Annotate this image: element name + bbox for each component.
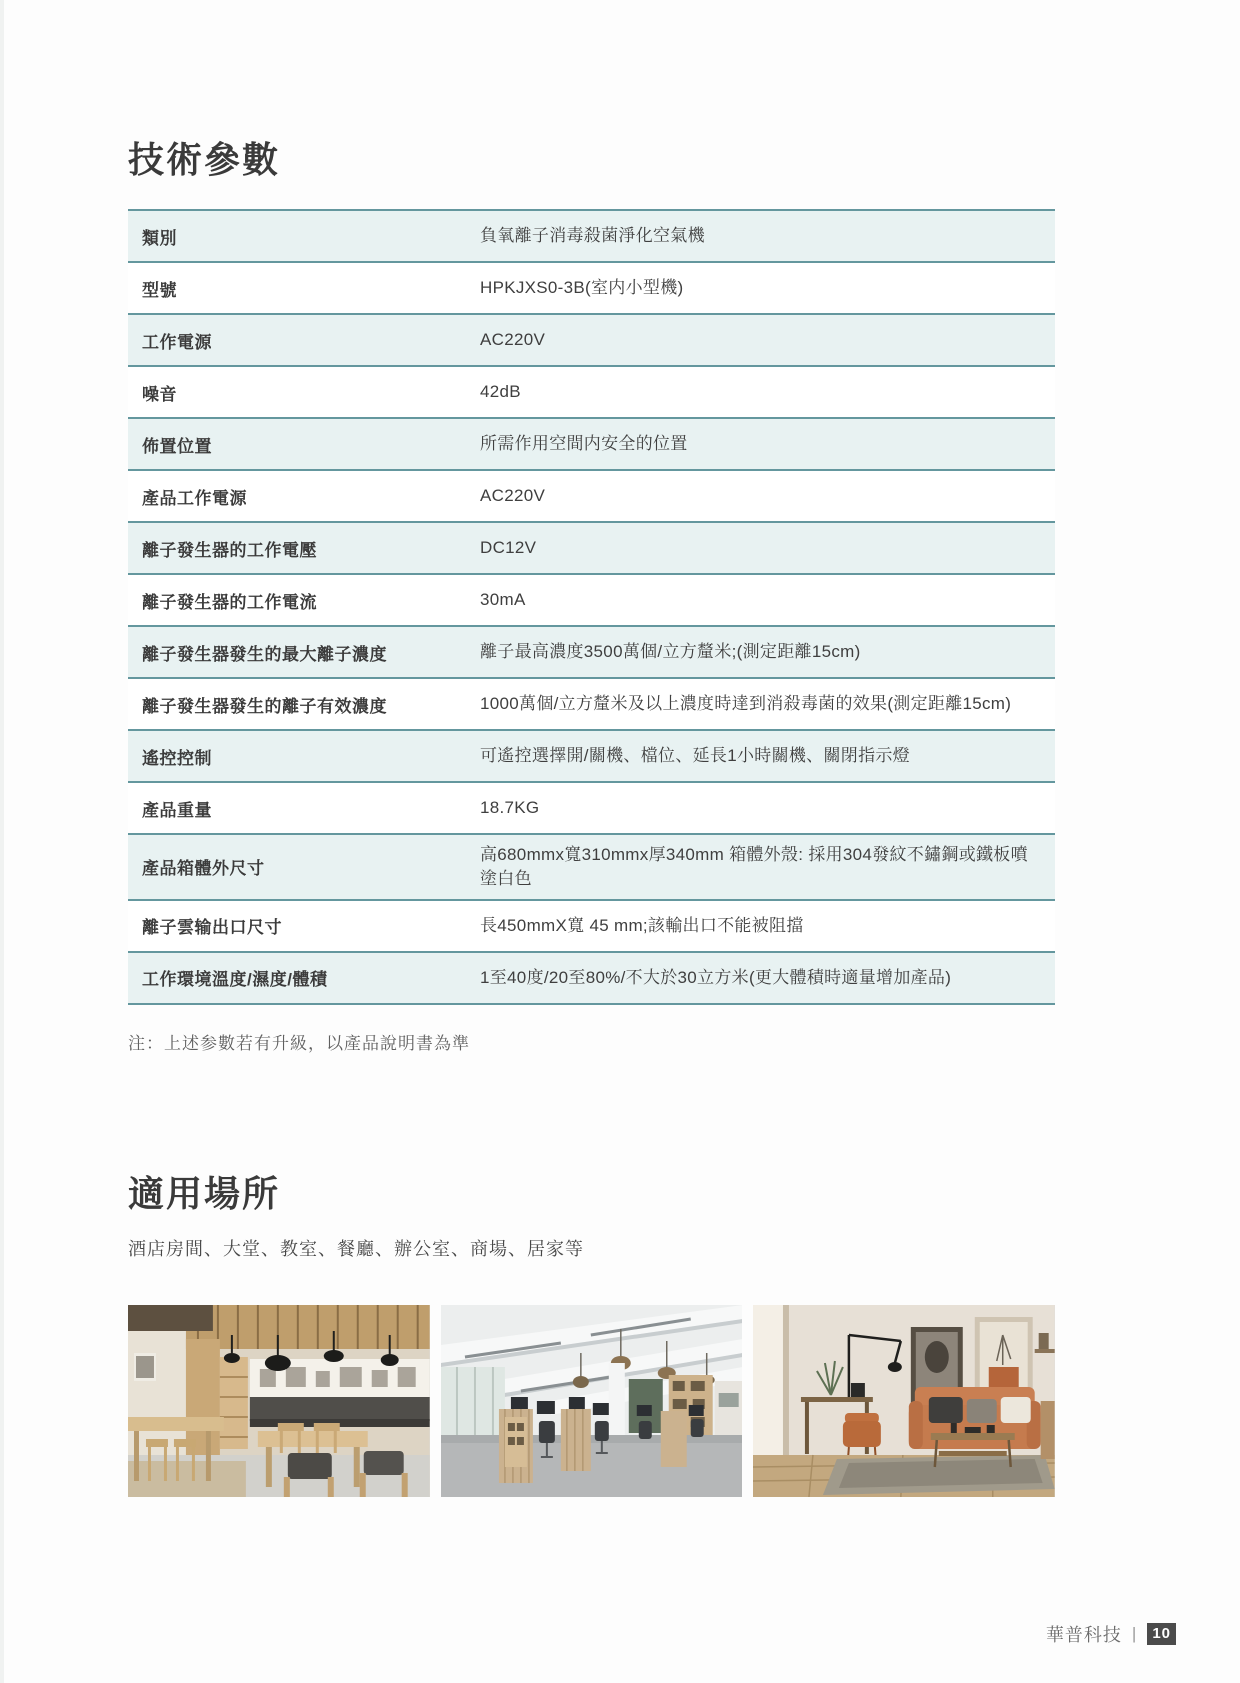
spec-value: 所需作用空間内安全的位置 xyxy=(480,434,688,454)
spec-label: 遙控控制 xyxy=(142,748,212,768)
table-row xyxy=(128,471,1055,523)
open-office-photo xyxy=(441,1305,743,1497)
table-row xyxy=(128,263,1055,315)
spec-label: 工作電源 xyxy=(142,332,212,352)
table-row xyxy=(128,367,1055,419)
restaurant-photo-illustration xyxy=(128,1305,430,1497)
spec-value: DC12V xyxy=(480,538,537,558)
spec-label: 產品工作電源 xyxy=(142,488,247,508)
spec-label: 類別 xyxy=(142,228,177,248)
section-title-tech-params: 技術參數 xyxy=(128,139,281,180)
spec-table xyxy=(128,209,1055,1005)
spec-value: 30mA xyxy=(480,590,526,610)
spec-value: 高680mmx寬310mmx厚340mm 箱體外殼: 採用304發紋不鏽鋼或鐵板噴塗白色 xyxy=(480,845,1028,888)
spec-label: 產品箱體外尺寸 xyxy=(142,859,265,879)
restaurant-interior-photo xyxy=(128,1305,430,1497)
table-note: 注：上述参數若有升級，以產品說明書為準 xyxy=(128,1033,470,1053)
office-photo-illustration xyxy=(441,1305,743,1497)
section-title-applicable-places: 適用場所 xyxy=(128,1172,281,1214)
spec-label: 佈置位置 xyxy=(142,436,212,456)
table-row xyxy=(128,731,1055,783)
spec-label: 噪音 xyxy=(142,384,177,404)
table-row xyxy=(128,211,1055,263)
living-room-photo-illustration xyxy=(753,1305,1055,1497)
table-row xyxy=(128,835,1055,901)
spec-value: 42dB xyxy=(480,382,521,402)
spec-label: 離子發生器發生的最大離子濃度 xyxy=(142,644,387,664)
table-row xyxy=(128,419,1055,471)
spec-label: 工作環境溫度/濕度/體積 xyxy=(142,970,328,990)
spec-value: AC220V xyxy=(480,330,546,350)
applicable-places-list: 酒店房間、大堂、教室、餐廳、辦公室、商場、居家等 xyxy=(128,1238,584,1259)
page-number-badge: 10 xyxy=(1147,1623,1176,1645)
living-room-photo xyxy=(753,1305,1055,1497)
spec-label: 離子發生器發生的離子有效濃度 xyxy=(142,696,387,716)
table-row xyxy=(128,901,1055,953)
table-row xyxy=(128,679,1055,731)
spec-value: 負氧離子消毒殺菌淨化空氣機 xyxy=(480,226,705,246)
page-edge-strip xyxy=(0,0,4,1683)
table-row xyxy=(128,627,1055,679)
spec-value: 18.7KG xyxy=(480,798,540,818)
spec-value: 1至40度/20至80%/不大於30立方米(更大體積時適量增加產品) xyxy=(480,967,952,987)
spec-value: 離子最高濃度3500萬個/立方釐米;(測定距離15cm) xyxy=(480,642,861,662)
spec-label: 產品重量 xyxy=(142,800,212,820)
table-row xyxy=(128,315,1055,367)
table-row xyxy=(128,953,1055,1005)
spec-value: 可遙控選擇開/關機、檔位、延長1小時關機、關閉指示燈 xyxy=(480,746,910,766)
spec-label: 離子發生器的工作電流 xyxy=(142,592,317,612)
page-content xyxy=(128,138,1055,1497)
brand-name: 華普科技 xyxy=(1045,1625,1122,1645)
footer-separator: | xyxy=(1131,1624,1138,1643)
page-footer xyxy=(1046,1621,1176,1647)
spec-value: AC220V xyxy=(480,486,546,506)
spec-value: HPKJXS0-3B(室内小型機) xyxy=(480,278,684,298)
spec-value: 長450mmX寬 45 mm;該輸出口不能被阻擋 xyxy=(480,915,804,935)
table-row xyxy=(128,783,1055,835)
table-row xyxy=(128,523,1055,575)
spec-value: 1000萬個/立方釐米及以上濃度時達到消殺毒菌的效果(測定距離15cm) xyxy=(480,694,1012,714)
photo-row xyxy=(128,1305,1055,1497)
spec-label: 離子發生器的工作電壓 xyxy=(142,540,317,560)
table-row xyxy=(128,575,1055,627)
spec-label: 型號 xyxy=(142,280,177,300)
spec-label: 離子雲输出口尺寸 xyxy=(142,918,282,938)
